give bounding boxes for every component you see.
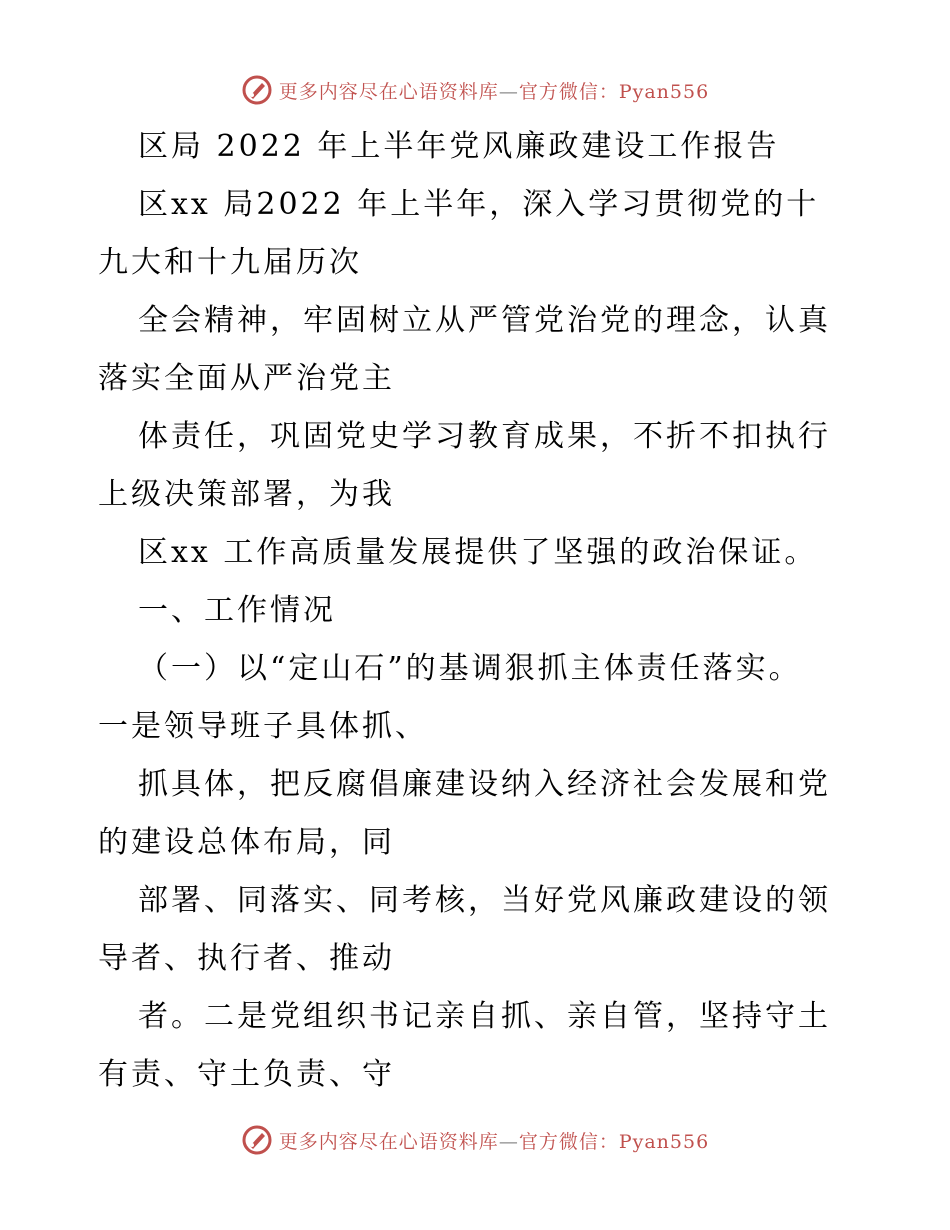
- text-line: 一是领导班子具体抓、: [98, 709, 428, 744]
- text-line: 上级决策部署，为我: [98, 477, 395, 512]
- header-banner: [0, 70, 950, 110]
- text-line: 全会精神，牢固树立从严管党治党的理念，认真: [138, 303, 831, 338]
- document-title: 区局 2022 年上半年党风廉政建设工作报告: [138, 129, 780, 164]
- text-line: 九大和十九届历次: [98, 245, 362, 280]
- text-line: 部署、同落实、同考核，当好党风廉政建设的领: [138, 883, 831, 918]
- section-heading: 一、工作情况: [138, 593, 336, 628]
- pen-seal-icon: [241, 1124, 273, 1156]
- text-line: 抓具体，把反腐倡廉建设纳入经济社会发展和党: [138, 767, 831, 802]
- pen-seal-icon: [241, 74, 273, 106]
- text-line: 区xx 工作高质量发展提供了坚强的政治保证。: [138, 535, 818, 570]
- text-line: 区xx 局2022 年上半年，深入学习贯彻党的十: [138, 187, 820, 222]
- text-line: 落实全面从严治党主: [98, 361, 395, 396]
- footer-banner: [0, 1120, 950, 1160]
- document-body: [98, 118, 858, 1104]
- text-line: 体责任，巩固党史学习教育成果，不折不扣执行: [138, 419, 831, 454]
- subsection-heading: （一）以“定山石”的基调狠抓主体责任落实。: [138, 651, 802, 686]
- banner-text: 更多内容尽在心语资料库—官方微信：Pyan556: [278, 1130, 710, 1153]
- text-line: 有责、守土负责、守: [98, 1057, 395, 1092]
- text-line: 导者、执行者、推动: [98, 941, 395, 976]
- banner-text: 更多内容尽在心语资料库—官方微信：Pyan556: [278, 80, 710, 103]
- text-line: 的建设总体布局，同: [98, 825, 395, 860]
- text-line: 者。二是党组织书记亲自抓、亲自管，坚持守土: [138, 999, 831, 1034]
